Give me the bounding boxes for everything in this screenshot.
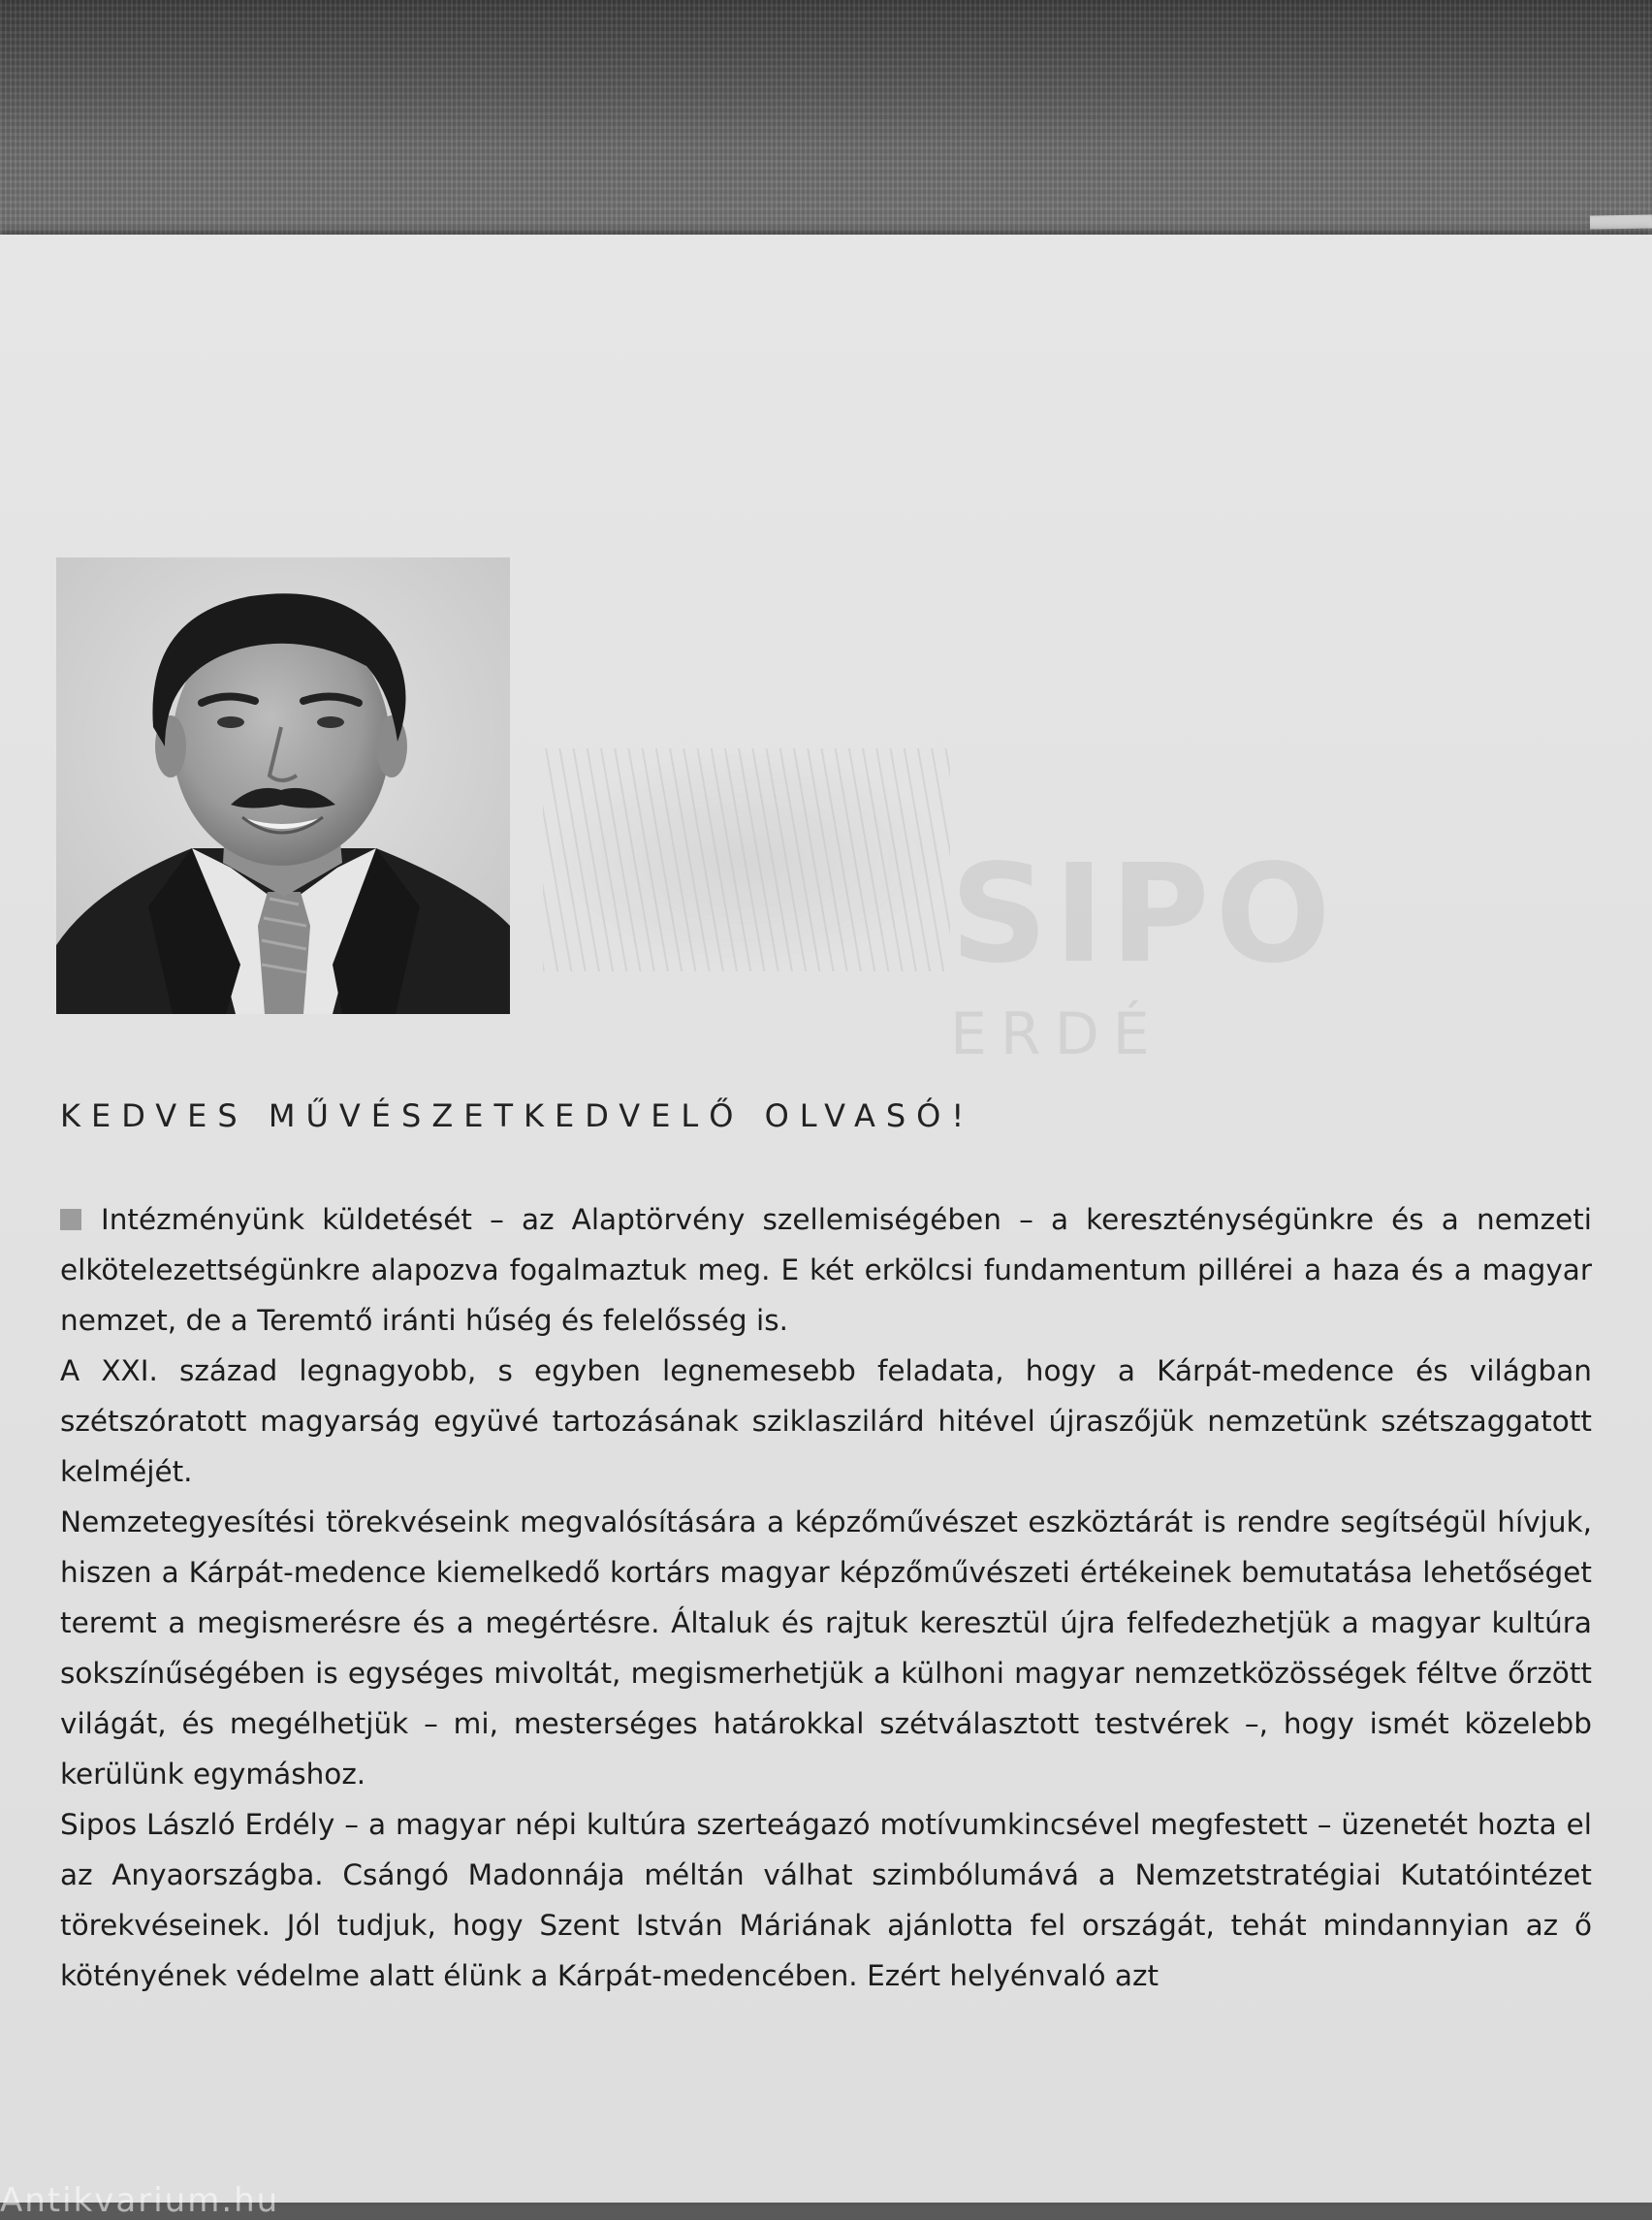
show-through-title: SIPO [950, 836, 1337, 994]
grey-square-icon [60, 1209, 81, 1230]
book-page [0, 235, 1652, 2203]
paragraph-4: Sipos László Erdély – a magyar népi kultúra szerteágazó motívumkincsével megfestett – üzenetét hozta el az Anyaországba. Csángó Madonnája méltán válhat szimbólumává a Nemzetstratégiai Kutatóintézet törekvéseinek. Jól tudjuk, hogy Szent István Máriának ajánlotta fel országát, tehát mindannyian az ő kötényének védelme alatt élünk a Kárpát-medencében. Ezért helyénvaló azt [60, 1808, 1592, 1992]
portrait-illustration [56, 557, 510, 1014]
portrait-photo [56, 557, 510, 1014]
site-watermark: Antikvarium.hu [0, 2181, 280, 2220]
show-through-subtitle: ERDÉ [950, 1000, 1163, 1068]
page-heading: KEDVES MŰVÉSZETKEDVELŐ OLVASÓ! [60, 1097, 975, 1134]
letter-body [60, 1194, 1592, 2001]
paragraph-1 [60, 1194, 1592, 1346]
paragraph-3: Nemzetegyesítési törekvéseink megvalósítására a képzőművészet eszköztárát is rendre segítségül hívjuk, hiszen a Kárpát-medence kiemelkedő kortárs magyar képzőművészeti értékeinek bemutatása lehetőséget teremt a megismerésre és a megértésre. Általuk és rajtuk keresztül újra felfedezhetjük a magyar kultúra sokszínűségében is egységes mivoltát, megismerhetjük a külhoni magyar nemzetközösségek féltve őrzött világát, és megélhetjük – mi, mesterséges határokkal szétválasztott testvérek –, hogy ismét közelebb kerülünk egymáshoz. [60, 1506, 1592, 1791]
next-page-edge [1590, 214, 1652, 229]
paragraph-2: A XXI. század legnagyobb, s egyben legnemesebb feladata, hogy a Kárpát-medence és világban szétszóratott magyarság együvé tartozásának sziklaszilárd hitével újraszőjük nemzetünk szétszaggatott kelméjét. [60, 1354, 1592, 1488]
show-through-sketch [543, 748, 950, 971]
paragraph-1-text: Intézményünk küldetését – az Alaptörvény szellemiségében – a kereszténységünkre és a nemzeti elkötelezettségünkre alapozva fogalmaztuk meg. E két erkölcsi fundamentum pillérei a haza és a magyar nemzet, de a Teremtő iránti hűség és felelősség is. [60, 1203, 1592, 1337]
show-through-artwork [543, 719, 1337, 1068]
desk-background [0, 0, 1652, 271]
